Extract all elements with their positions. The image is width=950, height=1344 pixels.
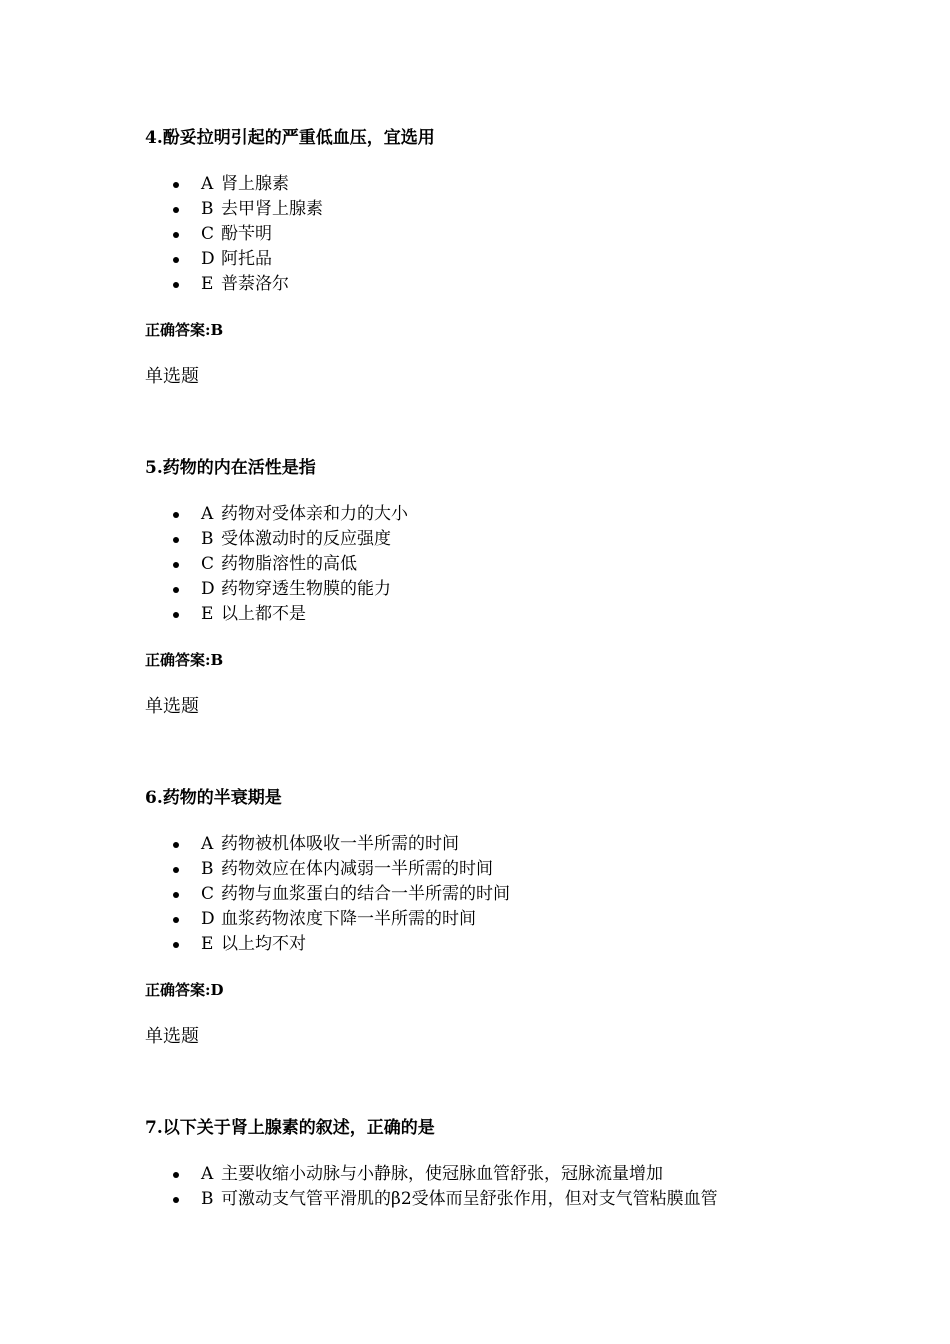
bullet-icon [173, 867, 179, 873]
option-e [145, 602, 845, 627]
option-letter: A [201, 504, 214, 524]
option-text: 药物对受体亲和力的大小 [221, 504, 408, 524]
option-text: 普萘洛尔 [221, 274, 289, 294]
option-letter: E [201, 274, 214, 294]
option-letter: D [201, 909, 215, 929]
option-letter: E [201, 604, 214, 624]
question-title: 5.药物的内在活性是指 [145, 458, 316, 478]
option-text: 阿托品 [221, 249, 272, 269]
option-letter: B [201, 859, 214, 879]
option-d [145, 577, 845, 602]
option-text: 药物被机体吸收一半所需的时间 [221, 834, 459, 854]
bullet-icon [173, 207, 179, 213]
bullet-icon [173, 587, 179, 593]
option-list [145, 502, 845, 627]
option-text: 药物效应在体内减弱一半所需的时间 [221, 859, 493, 879]
option-list [145, 1162, 845, 1212]
option-letter: A [201, 174, 214, 194]
question-6 [145, 786, 845, 1049]
bullet-icon [173, 562, 179, 568]
option-list [145, 172, 845, 297]
option-text: 药物穿透生物膜的能力 [221, 579, 391, 599]
question-title: 7.以下关于肾上腺素的叙述，正确的是 [145, 1118, 435, 1138]
option-letter: C [201, 224, 215, 244]
bullet-icon [173, 512, 179, 518]
option-b [145, 527, 845, 552]
question-5 [145, 456, 845, 719]
option-letter: D [201, 579, 215, 599]
correct-answer: 正确答案:B [145, 321, 224, 339]
option-letter: B [201, 529, 214, 549]
option-letter: A [201, 834, 214, 854]
option-letter: B [201, 1189, 214, 1209]
option-c [145, 552, 845, 577]
bullet-icon [173, 537, 179, 543]
question-type: 单选题 [145, 1026, 199, 1047]
bullet-icon [173, 1172, 179, 1178]
option-c [145, 882, 845, 907]
option-letter: B [201, 199, 214, 219]
option-text: 血浆药物浓度下降一半所需的时间 [221, 909, 476, 929]
option-letter: C [201, 884, 215, 904]
question-7 [145, 1116, 845, 1212]
bullet-icon [173, 1197, 179, 1203]
option-letter: A [201, 1164, 214, 1184]
option-e [145, 932, 845, 957]
option-text: 以上均不对 [221, 934, 306, 954]
option-text: 酚苄明 [221, 224, 272, 244]
option-d [145, 247, 845, 272]
option-letter: C [201, 554, 215, 574]
question-title: 6.药物的半衰期是 [145, 788, 282, 808]
bullet-icon [173, 917, 179, 923]
question-type: 单选题 [145, 696, 199, 717]
option-text: 可激动支气管平滑肌的β2受体而呈舒张作用，但对支气管粘膜血管 [221, 1189, 718, 1209]
option-a [145, 1162, 845, 1187]
option-list [145, 832, 845, 957]
option-b [145, 857, 845, 882]
option-text: 主要收缩小动脉与小静脉，使冠脉血管舒张，冠脉流量增加 [221, 1164, 663, 1184]
bullet-icon [173, 942, 179, 948]
option-c [145, 222, 845, 247]
option-b [145, 197, 845, 222]
bullet-icon [173, 282, 179, 288]
bullet-icon [173, 842, 179, 848]
option-text: 肾上腺素 [221, 174, 289, 194]
bullet-icon [173, 182, 179, 188]
bullet-icon [173, 257, 179, 263]
option-text: 药物与血浆蛋白的结合一半所需的时间 [221, 884, 510, 904]
question-title: 4.酚妥拉明引起的严重低血压，宜选用 [145, 128, 435, 148]
option-a [145, 172, 845, 197]
option-b [145, 1187, 845, 1212]
option-letter: D [201, 249, 215, 269]
option-e [145, 272, 845, 297]
correct-answer: 正确答案:B [145, 651, 224, 669]
question-type: 单选题 [145, 366, 199, 387]
option-text: 药物脂溶性的高低 [221, 554, 357, 574]
bullet-icon [173, 612, 179, 618]
bullet-icon [173, 232, 179, 238]
bullet-icon [173, 892, 179, 898]
option-text: 去甲肾上腺素 [221, 199, 323, 219]
option-letter: E [201, 934, 214, 954]
option-text: 受体激动时的反应强度 [221, 529, 391, 549]
option-a [145, 502, 845, 527]
option-a [145, 832, 845, 857]
option-d [145, 907, 845, 932]
question-4 [145, 126, 845, 389]
option-text: 以上都不是 [221, 604, 306, 624]
correct-answer: 正确答案:D [145, 981, 224, 999]
